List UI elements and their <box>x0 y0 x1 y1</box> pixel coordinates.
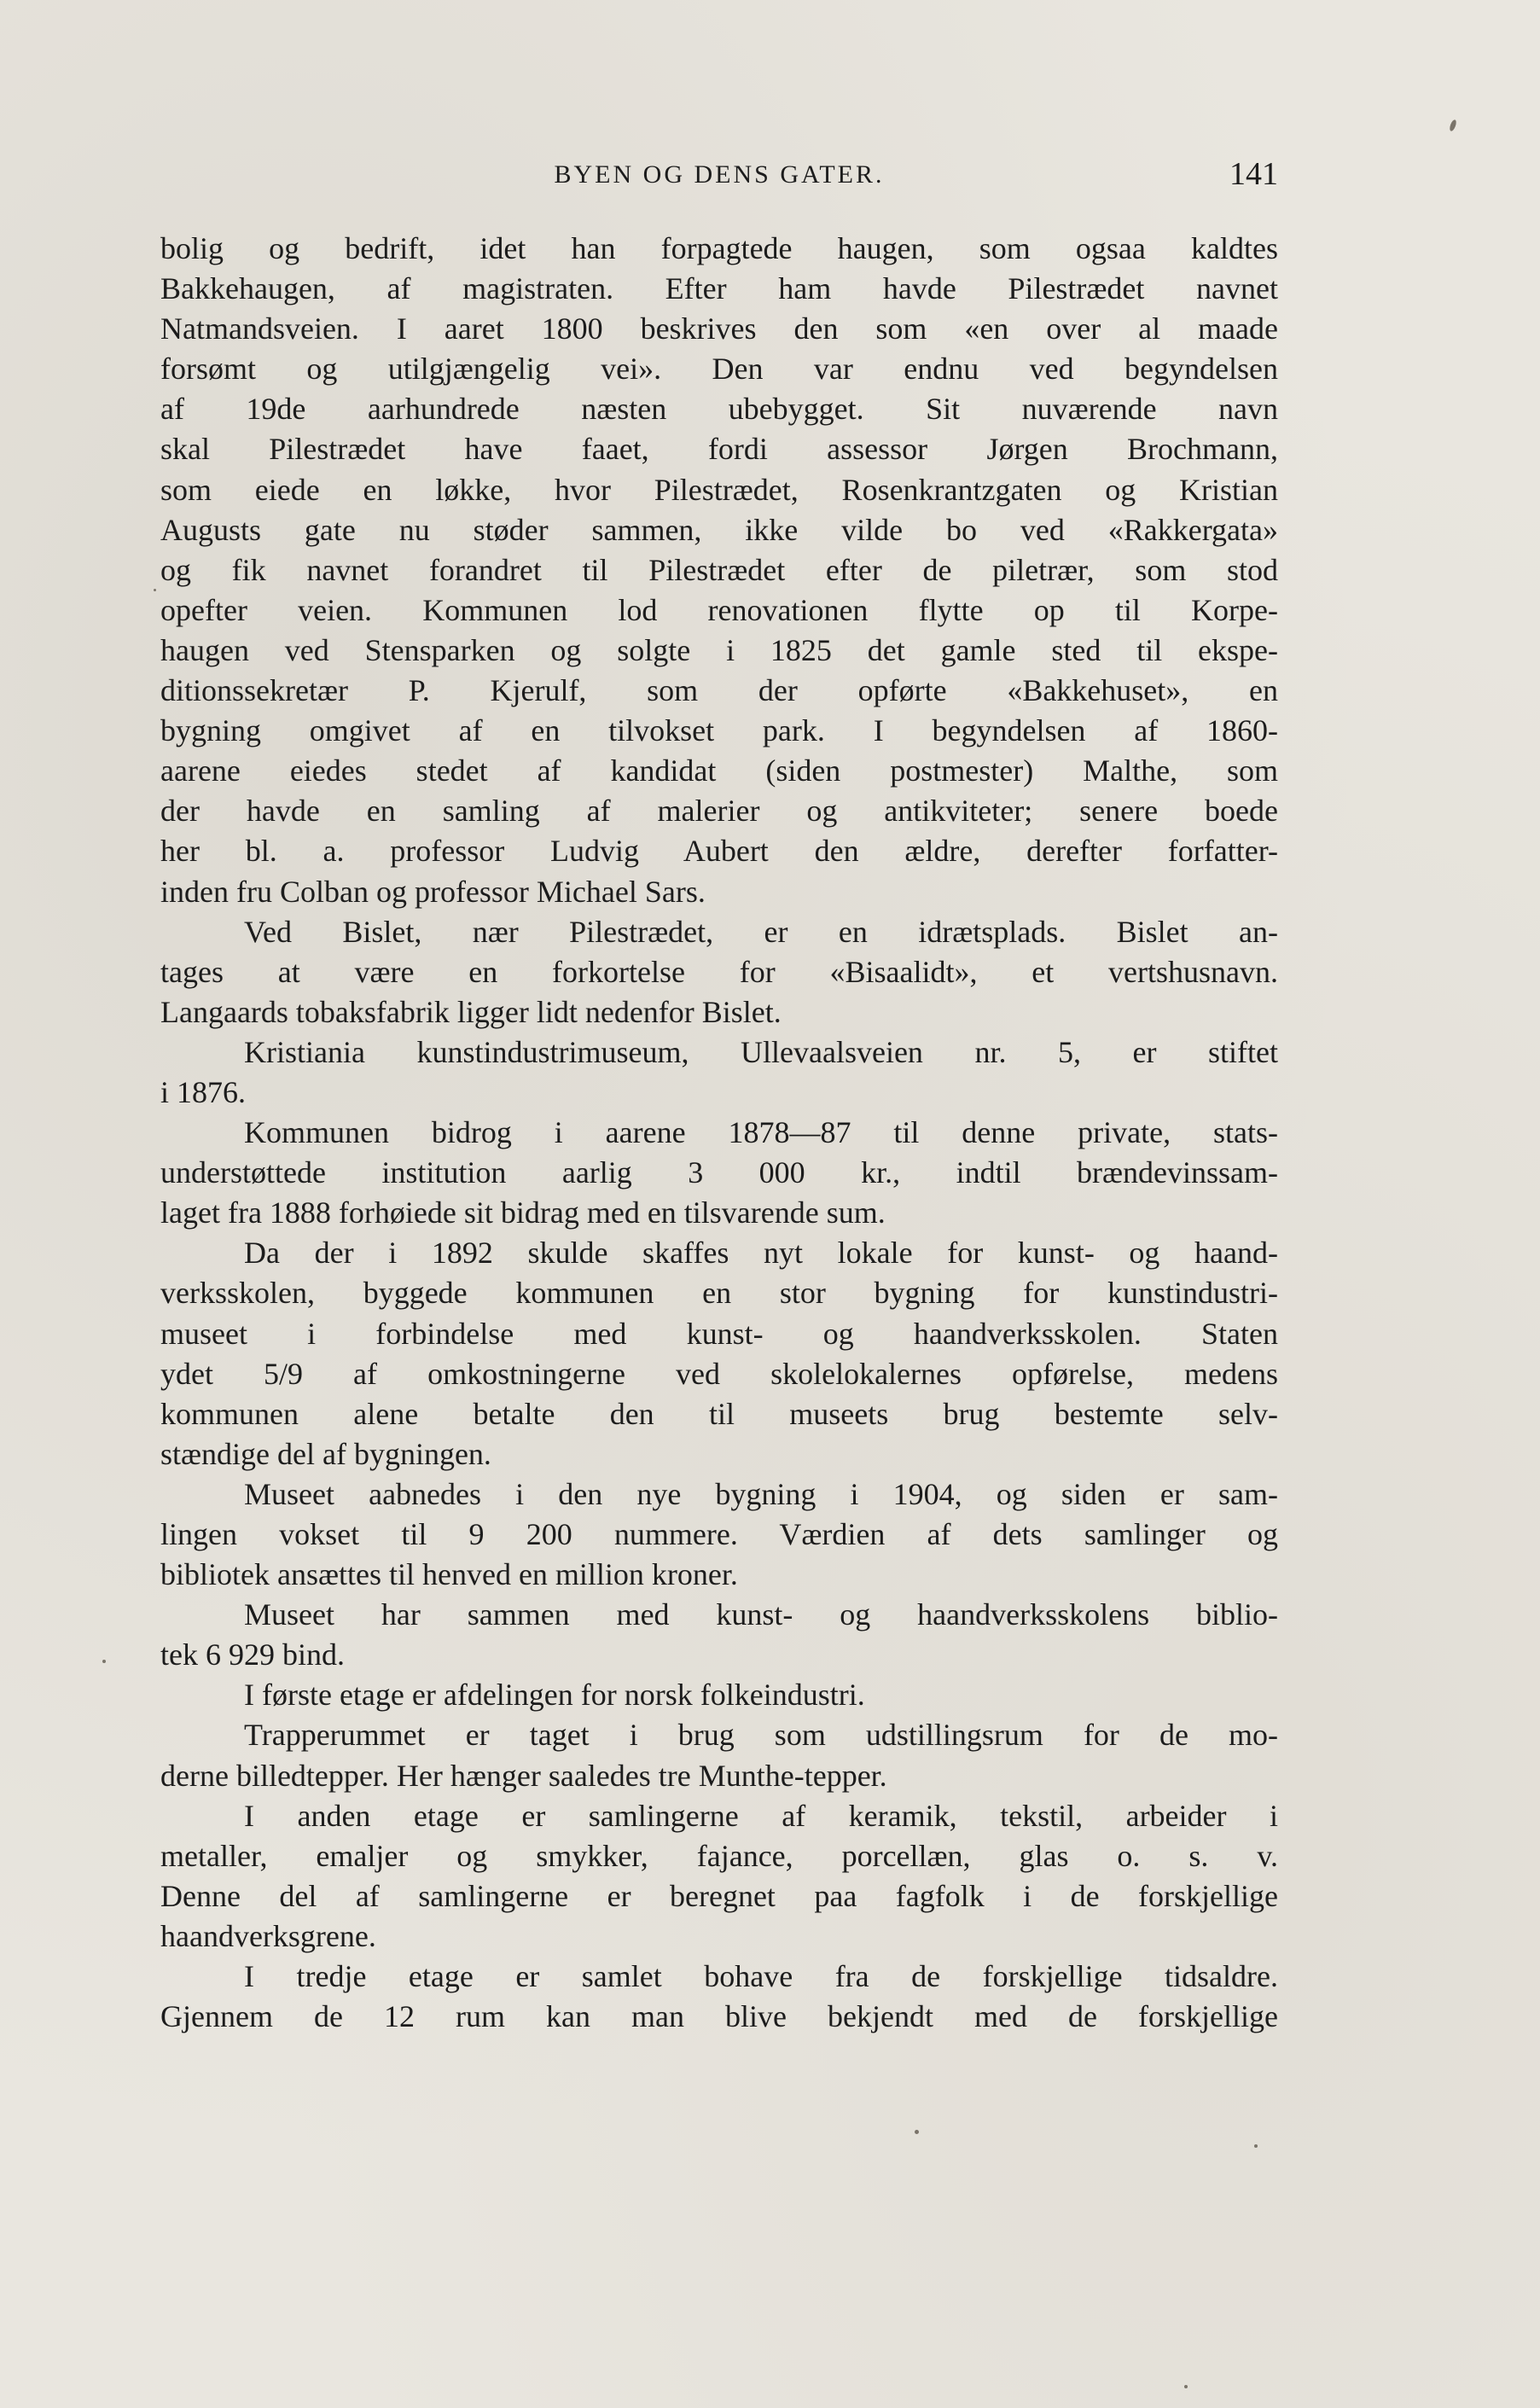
paper-speck <box>154 589 156 591</box>
text-line: af 19de aarhundrede næsten ubebygget. Sit nuværende navn <box>160 392 1278 427</box>
text-line: understøttede institution aarlig 3 000 kr., indtil brændevinssam- <box>160 1155 1278 1190</box>
text-line: Da der i 1892 skulde skaffes nyt lokale for kunst- og haand- <box>244 1236 1278 1271</box>
text-line: Gjennem de 12 rum kan man blive bekjendt med de forskjellige <box>160 1999 1278 2034</box>
text-line: Denne del af samlingerne er beregnet paa fagfolk i de forskjellige <box>160 1878 1278 1913</box>
paper-speck <box>915 2130 919 2134</box>
text-line: der havde en samling af malerier og antikviteter; senere boede <box>160 794 1278 829</box>
text-line: forsømt og utilgjængelig vei». Den var endnu ved begyndelsen <box>160 352 1278 387</box>
text-line: Kommunen bidrog i aarene 1878—87 til denne private, stats- <box>244 1115 1278 1150</box>
paper-speck <box>102 1660 106 1663</box>
running-head <box>160 155 1278 196</box>
page-number: 141 <box>1229 156 1278 192</box>
paper-speck <box>1449 119 1457 131</box>
text-line: bygning omgivet af en tilvokset park. I begyndelsen af 1860- <box>160 713 1278 748</box>
text-line: museet i forbindelse med kunst- og haandverksskolen. Staten <box>160 1316 1278 1351</box>
text-line: tek 6 929 bind. <box>160 1637 345 1672</box>
text-line: metaller, emaljer og smykker, fajance, porcellæn, glas o. s. v. <box>160 1838 1278 1873</box>
text-line: skal Pilestrædet have faaet, fordi assessor Jørgen Brochmann, <box>160 432 1278 467</box>
text-line: derne billedtepper. Her hænger saaledes tre Munthe-tepper. <box>160 1758 887 1793</box>
text-line: I første etage er afdelingen for norsk folkeindustri. <box>244 1678 865 1713</box>
text-line: her bl. a. professor Ludvig Aubert den ældre, derefter forfatter- <box>160 834 1278 869</box>
text-line: og fik navnet forandret til Pilestrædet efter de piletrær, som stod <box>160 552 1278 587</box>
text-line: Natmandsveien. I aaret 1800 beskrives den som «en over al maade <box>160 311 1278 346</box>
text-line: lingen vokset til 9 200 nummere. Værdien af dets samlinger og <box>160 1517 1278 1551</box>
text-line: verksskolen, byggede kommunen en stor bygning for kunstindustri- <box>160 1276 1278 1311</box>
text-line: Museet aabnedes i den nye bygning i 1904, og siden er sam- <box>244 1476 1278 1511</box>
text-line: stændige del af bygningen. <box>160 1436 491 1471</box>
text-line: kommunen alene betalte den til museets brug bestemte selv- <box>160 1396 1278 1431</box>
header-title: BYEN OG DENS GATER. <box>554 160 885 189</box>
text-line: Augusts gate nu støder sammen, ikke vilde bo ved «Rakkergata» <box>160 512 1278 547</box>
paper-speck <box>1184 2385 1188 2388</box>
text-line: inden fru Colban og professor Michael Sars. <box>160 874 706 909</box>
text-line: haugen ved Stensparken og solgte i 1825 det gamle sted til ekspe- <box>160 632 1278 667</box>
text-line: I tredje etage er samlet bohave fra de forskjellige tidsaldre. <box>244 1959 1278 1994</box>
text-line: Museet har sammen med kunst- og haandverksskolens biblio- <box>244 1597 1278 1632</box>
text-line: Ved Bislet, nær Pilestrædet, er en idrætsplads. Bislet an- <box>244 914 1278 949</box>
text-line: Langaards tobaksfabrik ligger lidt nedenfor Bislet. <box>160 994 782 1029</box>
text-line: ditionssekretær P. Kjerulf, som der opførte «Bakkehuset», en <box>160 673 1278 708</box>
text-line: bibliotek ansættes til henved en million kroner. <box>160 1557 738 1592</box>
text-line: Bakkehaugen, af magistraten. Efter ham havde Pilestrædet navnet <box>160 271 1278 306</box>
text-line: ydet 5/9 af omkostningerne ved skolelokalernes opførelse, medens <box>160 1356 1278 1391</box>
text-line: Trapperummet er taget i brug som udstillingsrum for de mo- <box>244 1718 1278 1753</box>
text-line: haandverksgrene. <box>160 1918 376 1953</box>
text-line: Kristiania kunstindustrimuseum, Ullevaalsveien nr. 5, er stiftet <box>244 1034 1278 1069</box>
text-line: aarene eiedes stedet af kandidat (siden postmester) Malthe, som <box>160 753 1278 788</box>
text-line: i 1876. <box>160 1074 247 1109</box>
text-line: opefter veien. Kommunen lod renovationen flytte op til Korpe- <box>160 592 1278 627</box>
paper-speck <box>1254 2144 1258 2148</box>
text-line: som eiede en løkke, hvor Pilestrædet, Rosenkrantzgaten og Kristian <box>160 472 1278 507</box>
text-line: tages at være en forkortelse for «Bisaalidt», et vertshusnavn. <box>160 954 1278 989</box>
text-line: bolig og bedrift, idet han forpagtede haugen, som ogsaa kaldtes <box>160 231 1278 265</box>
text-line: laget fra 1888 forhøiede sit bidrag med en tilsvarende sum. <box>160 1195 886 1230</box>
text-line: I anden etage er samlingerne af keramik, tekstil, arbeider i <box>244 1798 1278 1833</box>
body-text <box>160 229 1278 2037</box>
